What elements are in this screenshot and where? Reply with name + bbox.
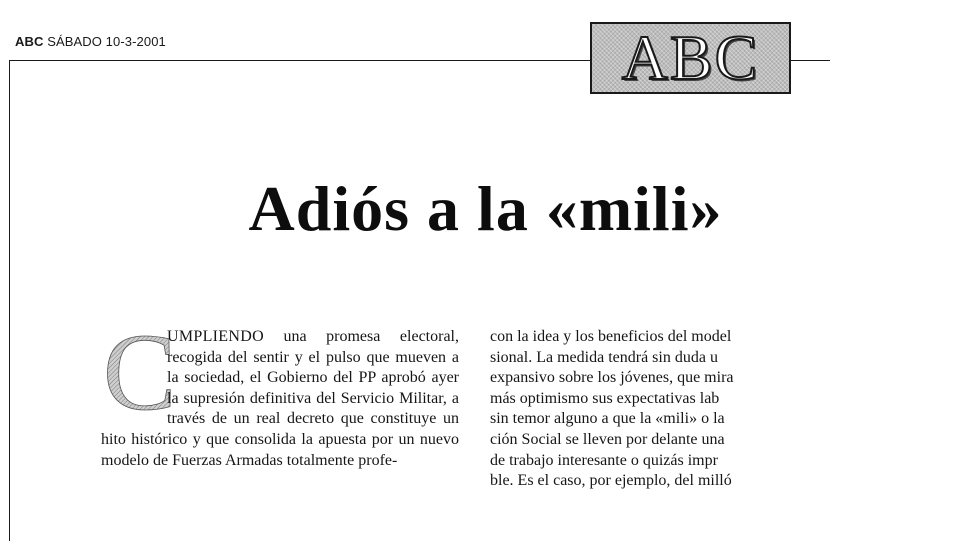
lead-word: UMPLIENDO [167, 328, 264, 345]
article-column-1 [101, 311, 459, 471]
column-2-line: expansivo sobre los jóvenes, que mira [490, 369, 734, 387]
article-headline: Adiós a la «mili» [248, 173, 723, 244]
column-2-line: más optimismo sus expectativas lab [490, 389, 720, 407]
abc-logo [590, 22, 791, 94]
column-2-line: sin temor alguno a que la «mili» o la [490, 410, 725, 428]
page-header [15, 34, 166, 49]
dateline: SÁBADO 10-3-2001 [47, 34, 166, 49]
column-2-line: sional. La medida tendrá sin duda u [490, 348, 718, 366]
article-column-2 [490, 327, 820, 492]
logo-text: ABC [621, 22, 760, 93]
column-2-line: de trabajo interesante o quizás impr [490, 451, 718, 469]
column-1-text: una promesa electoral, recogida del sentir y el pulso que mueven a la sociedad, el Gobierno del PP aprobó ayer la supresión definitiva del Servicio Militar, a través de un real decreto que constituye un hito histórico y que consolida la apuesta por un nuevo modelo de Fuerzas Armadas totalmente profe- [101, 328, 459, 469]
column-2-line: con la idea y los beneficios del model [490, 328, 732, 345]
dropcap-letter: C [103, 311, 177, 433]
publication-name: ABC [15, 34, 44, 49]
column-2-line: ción Social se lleven por delante una [490, 430, 725, 448]
dropcap-icon [101, 311, 177, 433]
column-2-line: ble. Es el caso, por ejemplo, del milló [490, 472, 732, 490]
